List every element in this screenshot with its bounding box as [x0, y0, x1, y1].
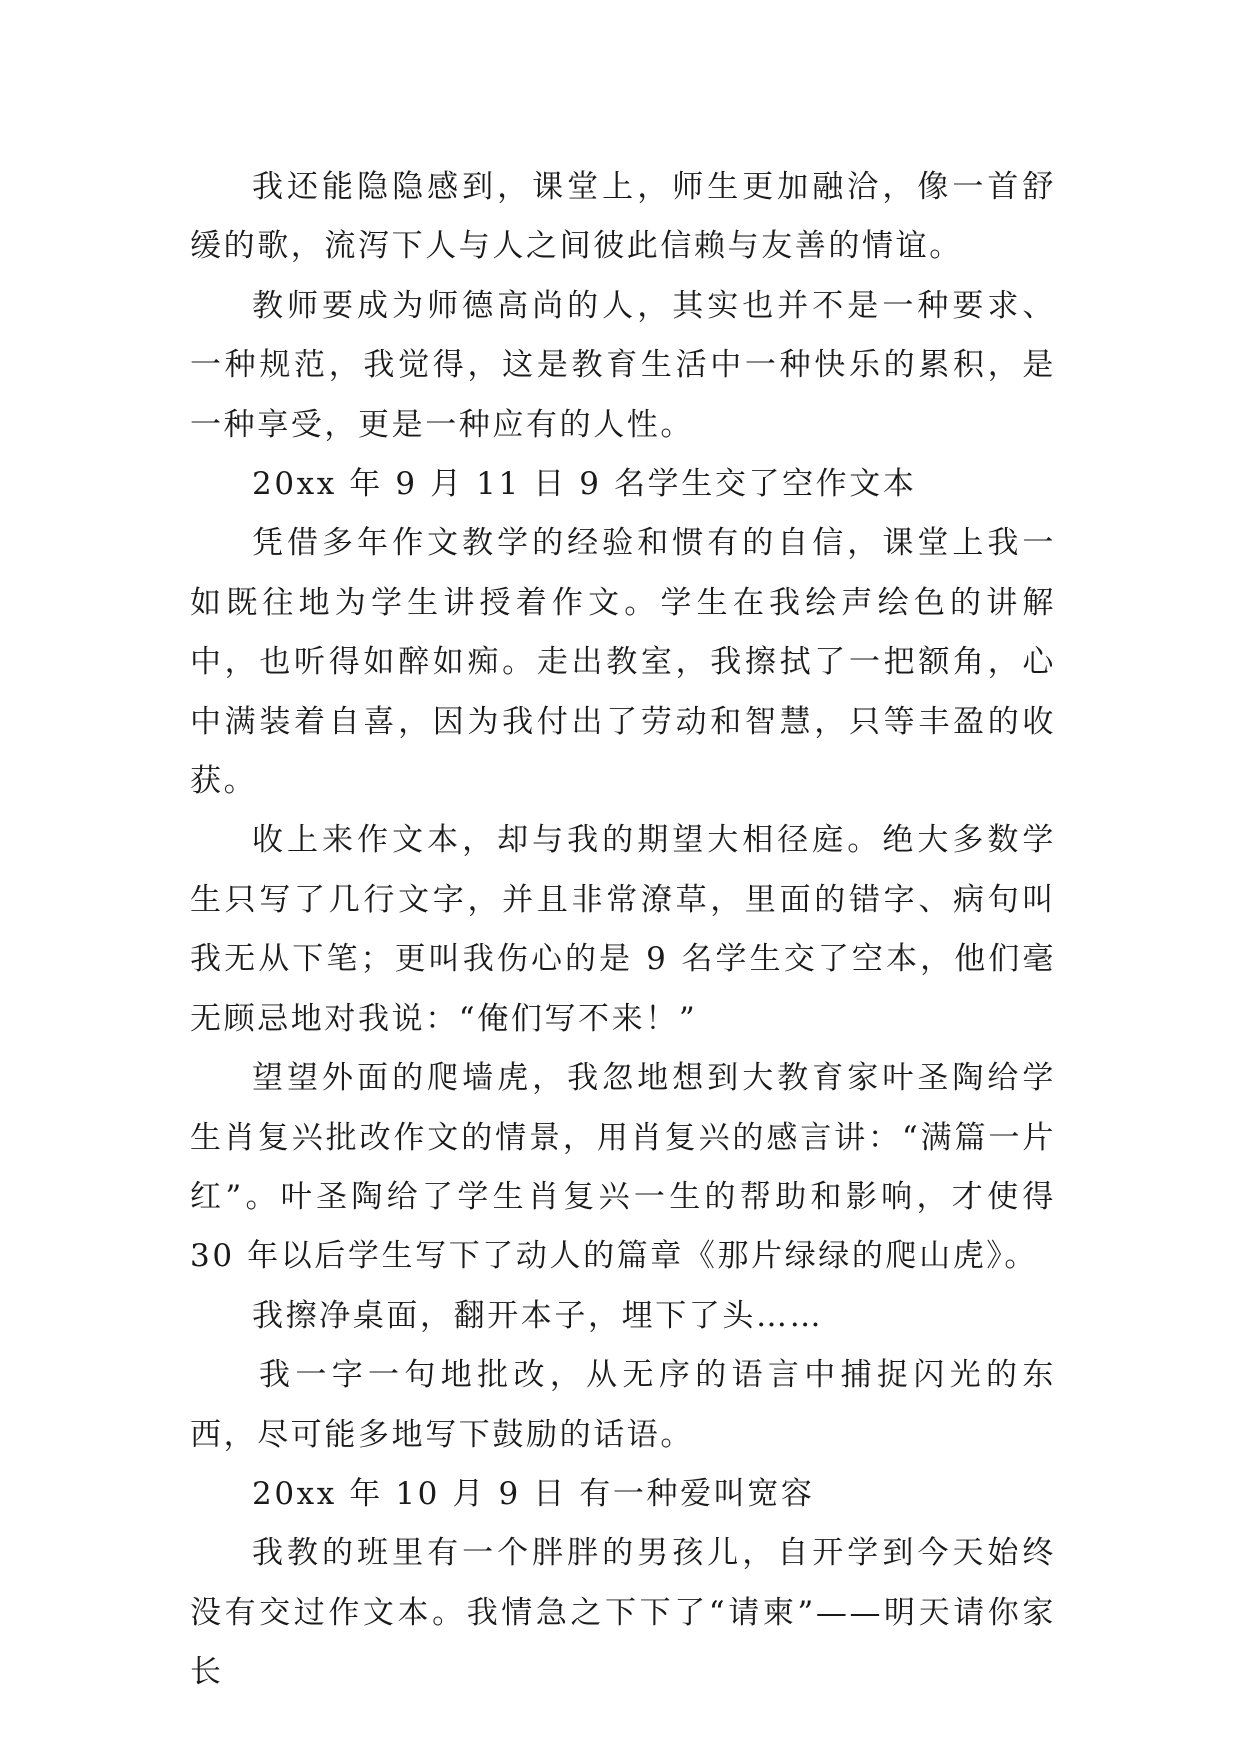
paragraph-teaching-confidence: 凭借多年作文教学的经验和惯有的自信，课堂上我一如既往地为学生讲授着作文。学生在我绘声绘色的讲解中，也听得如醉如痴。走出教室，我擦拭了一把额角，心中满装着自喜，因为我付出了劳动和智慧，只等丰盈的收获。 [190, 525, 1056, 800]
paragraph-chubby-boy: 我教的班里有一个胖胖的男孩儿，自开学到今天始终没有交过作文本。我情急之下下了“请柬”——明天请你家长 [190, 1535, 1056, 1691]
paragraph-grading: 我一字一句地批改，从无序的语言中捕捉闪光的东西，尽可能多地写下鼓励的话语。 [190, 1357, 1056, 1453]
entry-heading-oct-9: 20xx 年 10 月 9 日 有一种爱叫宽容 [252, 1475, 815, 1512]
paragraph-classroom-harmony: 我还能隐隐感到，课堂上，师生更加融洽，像一首舒缓的歌，流泻下人与人之间彼此信赖与友善的情谊。 [190, 169, 1056, 265]
paragraph-teacher-ethics: 教师要成为师德高尚的人，其实也并不是一种要求、一种规范，我觉得，这是教育生活中一种快乐的累积，是一种享受，更是一种应有的人性。 [190, 287, 1056, 443]
paragraph-ye-shengtao: 望望外面的爬墙虎，我忽地想到大教育家叶圣陶给学生肖复兴批改作文的情景，用肖复兴的感言讲：“满篇一片红”。叶圣陶给了学生肖复兴一生的帮助和影响，才使得 30 年以后学生写下了动人的篇章《那片绿绿的爬山虎》。 [190, 1060, 1056, 1275]
paragraph-clean-desk: 我擦净桌面，翻开本子，埋下了头…… [252, 1297, 824, 1334]
entry-heading-sep-11: 20xx 年 9 月 11 日 9 名学生交了空作文本 [252, 466, 917, 503]
document-body [190, 158, 1056, 1703]
paragraph-collected-notebooks: 收上来作文本，却与我的期望大相径庭。绝大多数学生只写了几行文字，并且非常潦草，里面的错字、病句叫我无从下笔；更叫我伤心的是 9 名学生交了空本，他们毫无顾忌地对我说：“俺们写不来！” [190, 822, 1056, 1037]
